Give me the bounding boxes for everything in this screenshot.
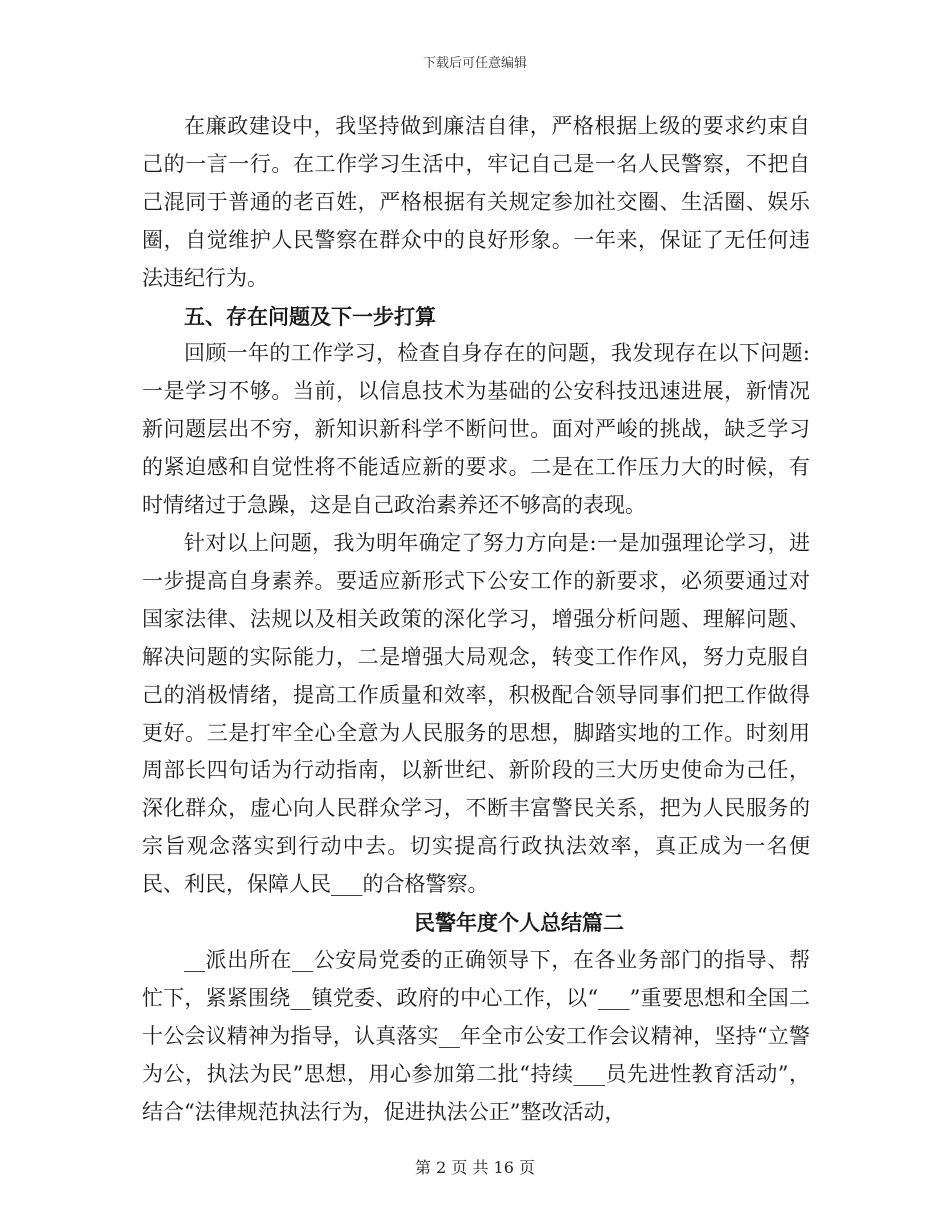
paragraph-integrity: 在廉政建设中，我坚持做到廉洁自律，严格根据上级的要求约束自己的一言一行。在工作学习生活中，牢记自己是一名人民警察，不把自己混同于普通的老百姓，严格根据有关规定参加社交圈、生活圈、娱乐圈，自觉维护人民警察在群众中的良好形象。一年来，保证了无任何违法违纪行为。 xyxy=(142,114,810,290)
section-heading-problems-plans: 五、存在问题及下一步打算 xyxy=(184,303,436,329)
paragraph-improvement-directions: 针对以上问题，我为明年确定了努力方向是:一是加强理论学习，进一步提高自身素养。要适应新形式下公安工作的新要求，必须要通过对国家法律、法规以及相关政策的深化学习，增强分析问题、理解问题、解决问题的实际能力，二是增强大局观念，转变工作作风，努力克服自己的消极情绪，提高工作质量和效率，积极配合领导同事们把工作做得更好。三是打牢全心全意为人民服务的思想，脚踏实地的工作。时刻用周部长四句话为行动指南，以新世纪、新阶段的三大历史使命为己任，深化群众，虚心向人民群众学习，不断丰富警民关系，把为人民服务的宗旨观念落实到行动中去。切实提高行政执法效率，真正成为一名便民、利民，保障人民___的合格警察。 xyxy=(142,530,810,897)
paragraph-review-problems: 回顾一年的工作学习，检查自身存在的问题，我发现存在以下问题:一是学习不够。当前，以信息技术为基础的公安科技迅速进展，新情况新问题层出不穷，新知识新科学不断问世。面对严峻的挑战，缺乏学习的紧迫感和自觉性将不能适应新的要求。二是在工作压力大的时候，有时情绪过于急躁，这是自己政治素养还不够高的表现。 xyxy=(142,341,810,518)
page-footer: 第 2 页 共 16 页 xyxy=(415,1158,535,1177)
section-title-part-two: 民警年度个人总结篇二 xyxy=(414,910,624,936)
document-body xyxy=(142,108,810,1131)
page-header: 下载后可任意编辑 xyxy=(422,56,527,71)
paragraph-police-station-summary: __派出所在__公安局党委的正确领导下，在各业务部门的指导、帮忙下，紧紧围绕__镇党委、政府的中心工作，以“___”重要思想和全国二十公会议精神为指导，认真落实__年全市公安工作会议精神，坚持“立警为公，执法为民”思想，用心参加第二批“持续___员先进性教育活动”，结合“法律规范执法行为，促进执法公正”整改活动， xyxy=(142,947,810,1124)
